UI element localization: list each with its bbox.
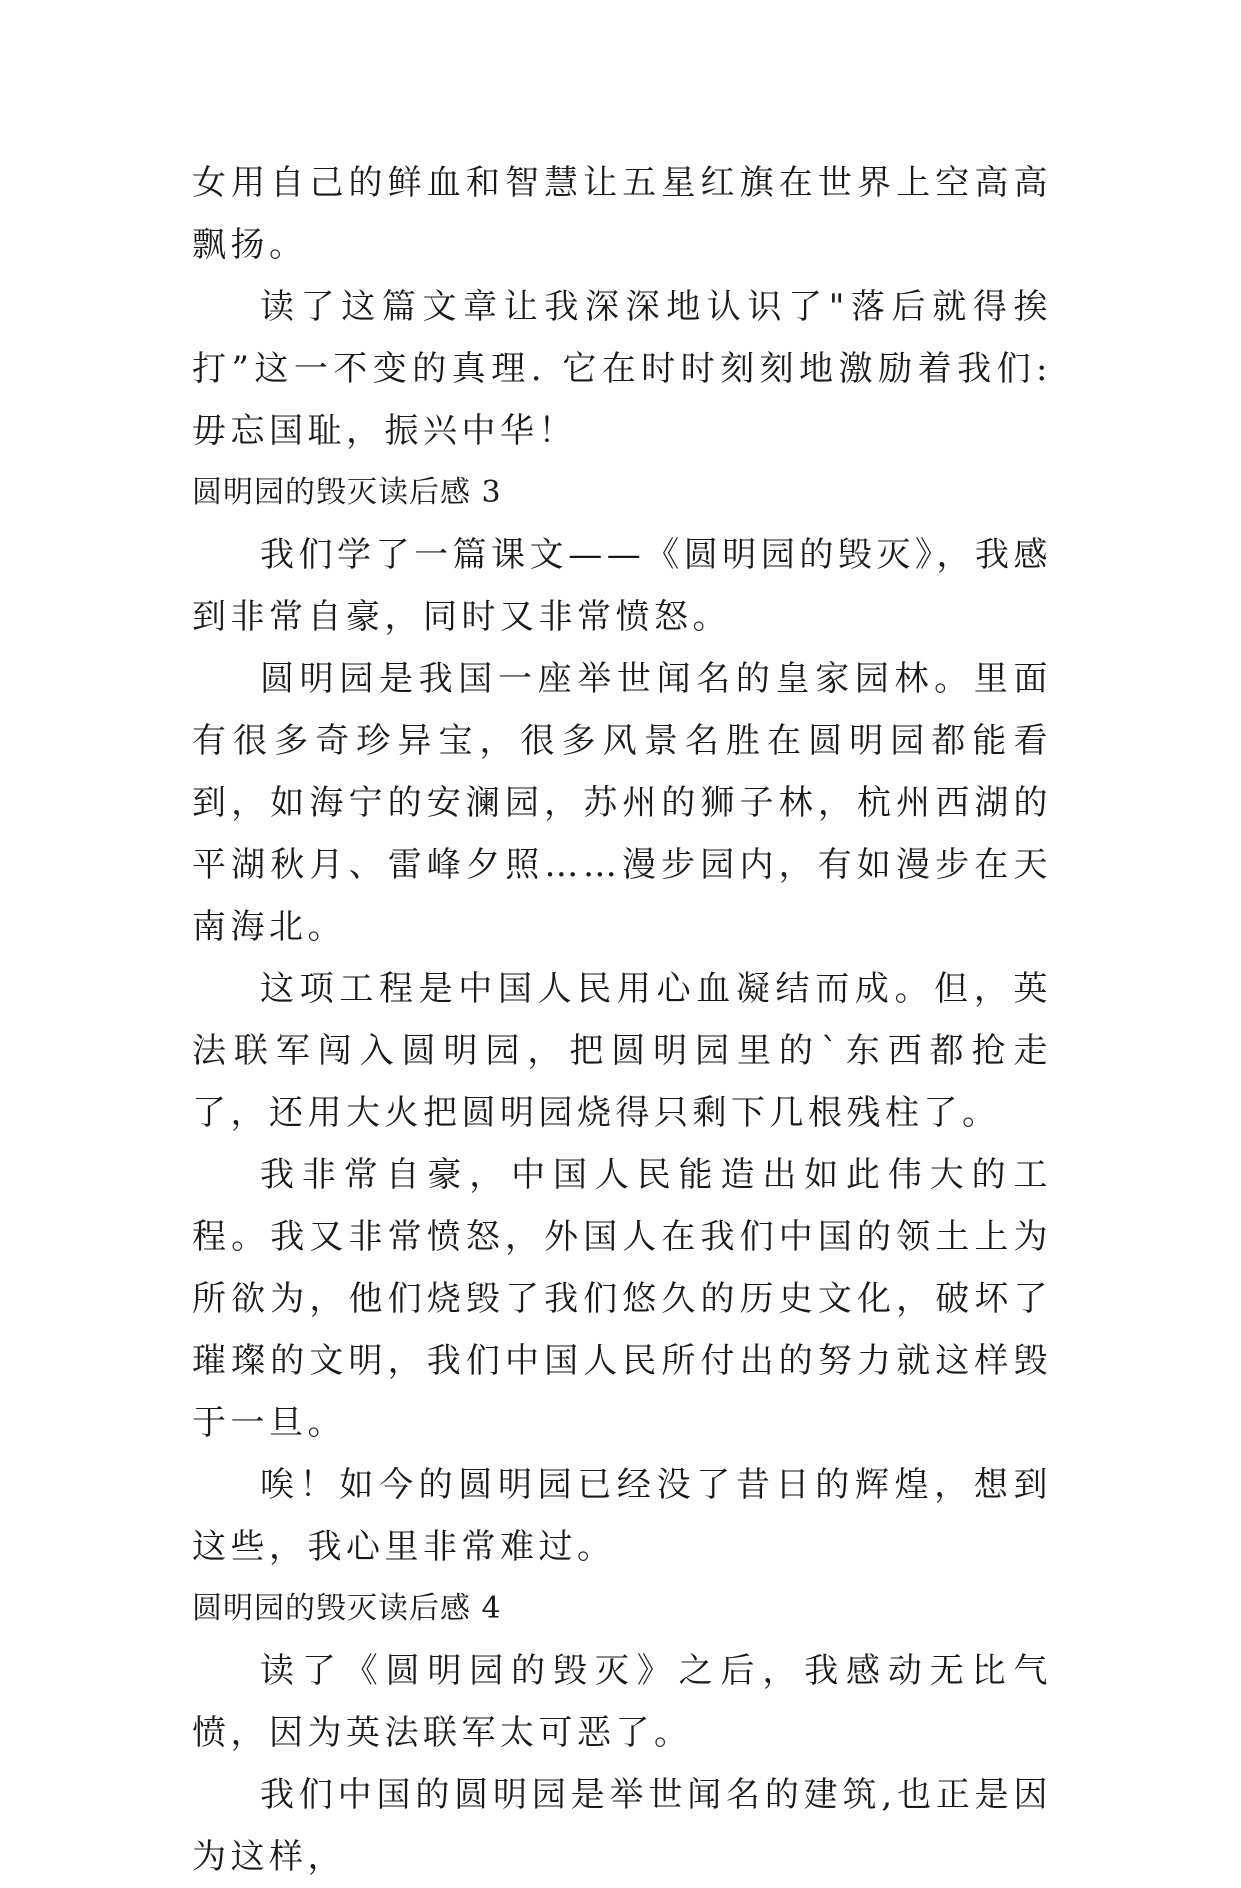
- paragraph: 唉！如今的圆明园已经没了昔日的辉煌，想到这些，我心里非常难过。: [192, 1465, 1052, 1567]
- document-body: [192, 152, 1052, 1888]
- paragraph: 读了《圆明园的毁灭》之后，我感动无比气愤，因为英法联军太可恶了。: [192, 1651, 1052, 1753]
- section-heading: 圆明园的毁灭读后感 4: [192, 1591, 502, 1626]
- paragraph: 我非常自豪，中国人民能造出如此伟大的工程。我又非常愤怒，外国人在我们中国的领土上为所欲为，他们烧毁了我们悠久的历史文化，破坏了璀璨的文明，我们中国人民所付出的努力就这样毁于一旦。: [192, 1155, 1052, 1443]
- paragraph: 我们学了一篇课文——《圆明园的毁灭》，我感到非常自豪，同时又非常愤怒。: [192, 535, 1052, 637]
- paragraph: 圆明园是我国一座举世闻名的皇家园林。里面有很多奇珍异宝，很多风景名胜在圆明园都能看到，如海宁的安澜园，苏州的狮子林，杭州西湖的平湖秋月、雷峰夕照……漫步园内，有如漫步在天南海北。: [192, 659, 1052, 947]
- paragraph: 女用自己的鲜血和智慧让五星红旗在世界上空高高飘扬。: [192, 163, 1052, 265]
- paragraph: 读了这篇文章让我深深地认识了"落后就得挨打”这一不变的真理. 它在时时刻刻地激励着我们: 毋忘国耻，振兴中华！: [192, 287, 1052, 451]
- paragraph: 这项工程是中国人民用心血凝结而成。但，英法联军闯入圆明园，把圆明园里的`东西都抢走了，还用大火把圆明园烧得只剩下几根残柱了。: [192, 969, 1052, 1133]
- section-heading: 圆明园的毁灭读后感 3: [192, 475, 502, 510]
- paragraph: 我们中国的圆明园是举世闻名的建筑,也正是因为这样，: [192, 1775, 1052, 1877]
